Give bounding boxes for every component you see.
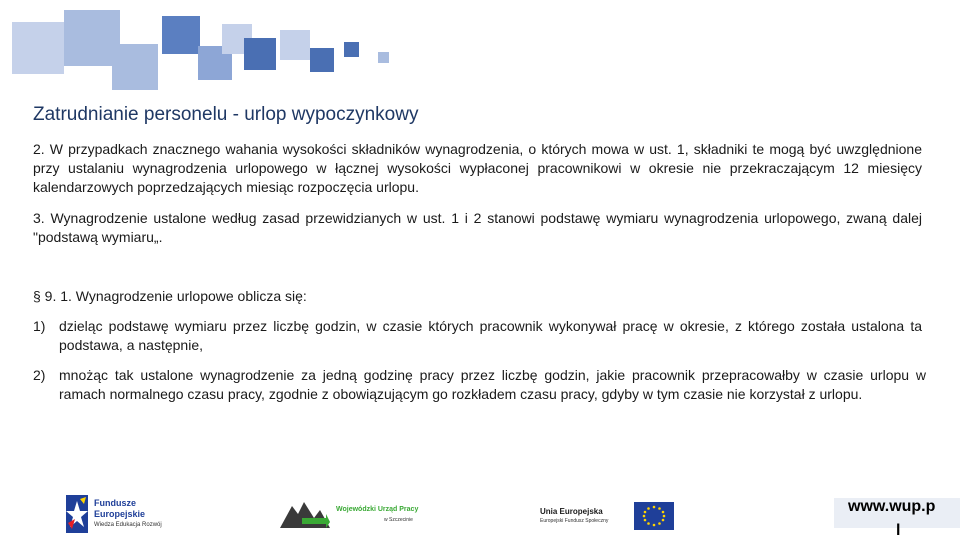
wup-line2: w Szczecinie [384,517,413,523]
wup-line1: Wojewódzki Urząd Pracy [336,506,419,513]
unia-europejska-logo [538,502,678,532]
list-item-text: dzieląc podstawę wymiaru przez liczbę godzin, w czasie których pracownik wykonywał pracę w okresie, z którego została ustalona ta podstawa, a następnie, [59,318,922,353]
paragraph-3: 3. Wynagrodzenie ustalone według zasad przewidzianych w ust. 1 i 2 stanowi podstawę wymiaru wynagrodzenia urlopowego, zwaną dalej "podstawą wymiaru„. [33,210,922,245]
deco-square [280,30,310,60]
list-item [33,366,926,404]
deco-square [244,38,276,70]
fe-line1: Fundusze [94,498,136,508]
wup-emblem-icon [280,500,330,528]
website-url-text[interactable]: www.wup.p [848,498,936,515]
eu-flag-icon [634,502,674,530]
list-item-number: 1) [33,318,46,334]
website-url-overflow: l [896,522,901,539]
fe-line3: Wiedza Edukacja Rozwój [94,522,162,528]
paragraph-9: § 9. 1. Wynagrodzenie urlopowe oblicza się: [33,288,307,304]
deco-square [344,42,359,57]
list-item-number: 2) [33,367,46,383]
deco-square [162,16,200,54]
deco-square [378,52,389,63]
deco-square [112,44,158,90]
ue-line2: Europejski Fundusz Społeczny [540,518,609,524]
fundusze-europejskie-logo [66,495,176,535]
page-title: Zatrudnianie personelu - urlop wypoczynkowy [33,104,419,125]
deco-square [12,22,64,74]
list-item-text: mnożąc tak ustalone wynagrodzenie za jedną godzinę pracy przez liczbę godzin, jakie pracownik przepracowałby w czasie urlopu w ramach normalnego czasu pracy, zgodnie z obowiązującym go rozkładem czasu pracy, gdyby w tym czasie nie korzystał z urlopu. [59,367,926,402]
fe-line2: Europejskie [94,509,146,519]
deco-square [310,48,334,72]
fe-star-icon [66,495,88,533]
paragraph-2: 2. W przypadkach znacznego wahania wysokości składników wynagrodzenia, o których mowa w ust. 1, składniki te mogą być uwzględnione przy ustalaniu wynagrodzenia urlopowego w łącznej wysokości wypłaconej pracownikowi w okresie nie przekraczającym 12 miesięcy kalendarzowych poprzedzających miesiąc rozpoczęcia urlopu. [33,141,922,195]
wup-logo [280,500,430,532]
list-item [33,317,922,355]
ue-line1: Unia Europejska [540,507,603,516]
